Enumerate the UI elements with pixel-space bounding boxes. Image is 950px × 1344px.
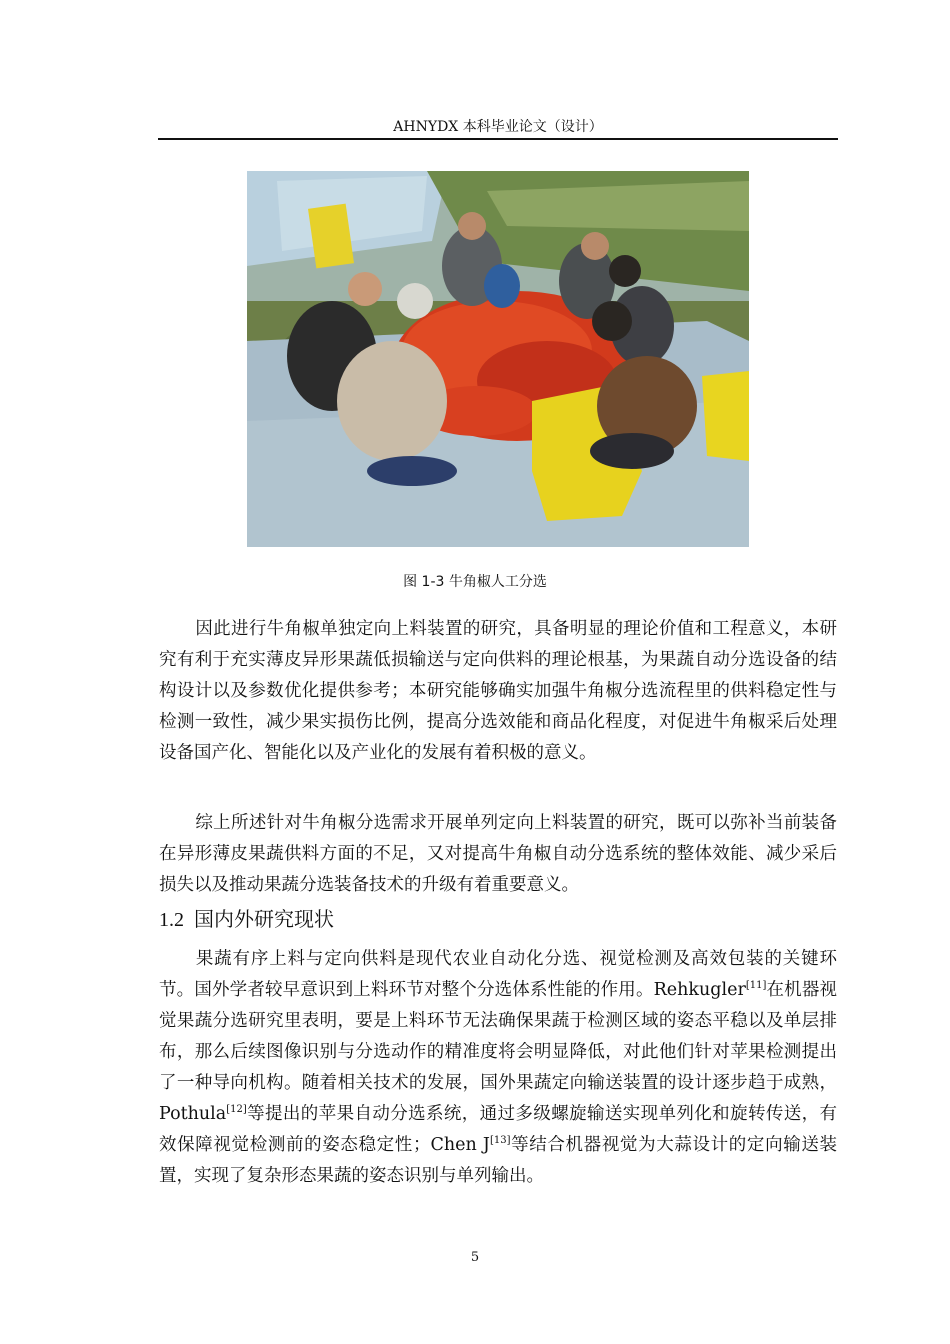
paragraph-2-text: 综上所述针对牛角椒分选需求开展单列定向上料装置的研究，既可以弥补当前装备在异形薄皮果蔬供料方面的不足，又对提高牛角椒自动分选系统的整体效能、减少采后损失以及推动果蔬分选装备技术的升级有着重要意义。 xyxy=(159,813,837,895)
figure-caption: 图 1-3 牛角椒人工分选 xyxy=(403,574,547,590)
paragraph-1 xyxy=(159,614,837,769)
paragraph-2 xyxy=(159,808,837,901)
paragraph-3-text-b: 在机器视觉果蔬分选研究里表明，要是上料环节无法确保果蔬于检测区域的姿态平稳以及单层排布，那么后续图像识别与分选动作的精准度将会明显降低，对此他们针对苹果检测提出了一种导向机构。随着相关技术的发展，国外果蔬定向输送装置的设计逐步趋于成熟，Pothula xyxy=(159,980,838,1124)
paragraph-3 xyxy=(159,944,837,1192)
section-title: 国内外研究现状 xyxy=(194,907,334,931)
section-number: 1.2 xyxy=(159,909,184,931)
section-heading xyxy=(159,904,334,935)
page-number: 5 xyxy=(470,1250,480,1265)
paragraph-3-text-d: 等结合机器视觉为大蒜设计的定向输送装置，实现了复杂形态果蔬的姿态识别与单列输出。 xyxy=(159,1135,837,1186)
pepper-sorting-photo xyxy=(247,171,749,547)
paragraph-1-text: 因此进行牛角椒单独定向上料装置的研究，具备明显的理论价值和工程意义，本研究有利于充实薄皮异形果蔬低损输送与定向供料的理论根基，为果蔬自动分选设备的结构设计以及参数优化提供参考；本研究能够确实加强牛角椒分选流程里的供料稳定性与检测一致性，减少果实损伤比例，提高分选效能和商品化程度，对促进牛角椒采后处理设备国产化、智能化以及产业化的发展有着积极的意义。 xyxy=(159,619,837,763)
figure-photo xyxy=(247,171,749,547)
citation-ref: [13] xyxy=(489,1135,511,1147)
citation-ref: [11] xyxy=(745,980,767,992)
citation-ref: [12] xyxy=(226,1104,247,1116)
paragraph-3-text-a: 果蔬有序上料与定向供料是现代农业自动化分选、视觉检测及高效包装的关键环节。国外学者较早意识到上料环节对整个分选体系性能的作用。Rehkugler xyxy=(159,949,837,1000)
paragraph-3-text-c: 等提出的苹果自动分选系统，通过多级螺旋输送实现单列化和旋转传送，有效保障视觉检测前的姿态稳定性；Chen J xyxy=(159,1104,837,1155)
running-header: AHNYDX 本科毕业论文（设计） xyxy=(158,118,838,140)
